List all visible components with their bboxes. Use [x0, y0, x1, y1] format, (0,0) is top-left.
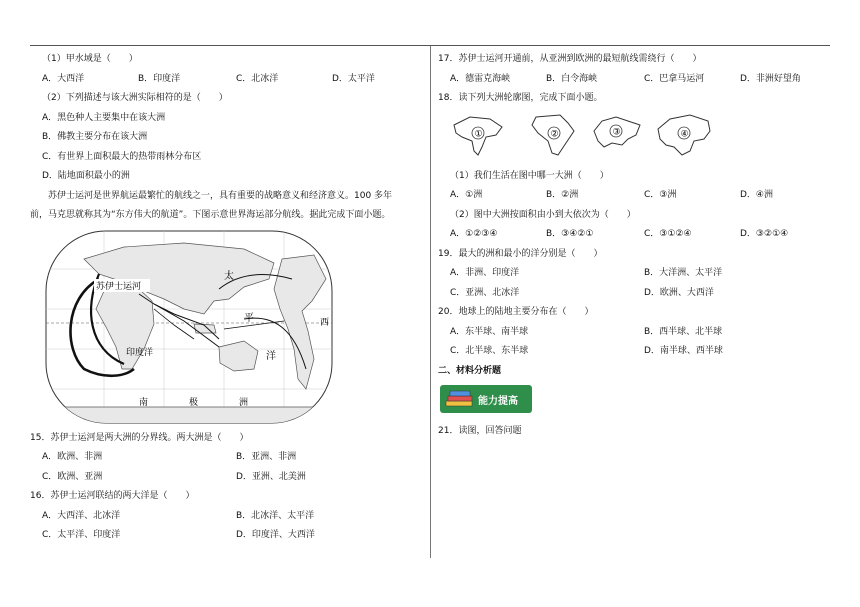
option-c[interactable]: C．太平洋、印度洋: [42, 530, 121, 540]
option-c[interactable]: C．欧洲、亚洲: [42, 471, 103, 482]
question-18: 18．读下列大洲轮廓图，完成下面小题。: [438, 93, 603, 103]
option-b[interactable]: B．②洲: [546, 190, 579, 200]
option-a[interactable]: A．德雷克海峡: [450, 73, 511, 84]
option-a[interactable]: A．①洲: [450, 190, 483, 200]
option-b[interactable]: B．佛教主要分布在该大洲: [42, 132, 148, 142]
option-a[interactable]: A．欧洲、非洲: [42, 452, 103, 462]
options-17: [438, 70, 830, 90]
question-19: 19．最大的洲和最小的洋分别是（ ）: [438, 248, 603, 259]
question-21: 21．读图，回答问题: [438, 426, 522, 436]
options-16-row1: [30, 507, 422, 527]
option-d[interactable]: D．③②①④: [740, 229, 789, 239]
options-20-row1: [438, 323, 830, 343]
option-d[interactable]: D．陆地面积最小的洲: [42, 171, 130, 181]
option-d[interactable]: D．④洲: [740, 190, 773, 200]
map-label-nan: 南: [139, 397, 149, 408]
option-b[interactable]: B．北冰洋、太平洋: [236, 510, 315, 521]
option-b[interactable]: B．亚洲、非洲: [236, 452, 297, 462]
map-label-zhou: 洲: [239, 397, 249, 408]
option-a[interactable]: A．大西洋: [42, 73, 85, 84]
option-c[interactable]: C．③洲: [644, 190, 677, 200]
option-a[interactable]: A．①②③④: [450, 229, 498, 239]
option-d[interactable]: D．非洲好望角: [740, 73, 801, 84]
map-label-yang: 洋: [266, 350, 276, 362]
option-d[interactable]: D．南半球、西半球: [644, 346, 723, 356]
question-sub-1: （1）甲水域是（ ）: [42, 54, 138, 64]
option-d[interactable]: D．太平洋: [332, 73, 375, 84]
continent-num-1: ①: [474, 129, 483, 139]
option-c[interactable]: C．有世界上面积最大的热带雨林分布区: [42, 151, 202, 162]
option-c[interactable]: C．北冰洋: [236, 73, 279, 84]
map-label-tai: 太: [224, 270, 234, 282]
option-b[interactable]: B．大洋洲、太平洋: [644, 268, 723, 278]
options-18-1: [438, 186, 830, 206]
options-16-row2: [30, 526, 422, 546]
option-a[interactable]: A．黑色种人主要集中在该大洲: [42, 112, 166, 123]
world-map-figure: [44, 229, 334, 425]
left-column: [30, 50, 422, 546]
shipping-route-map: [44, 229, 422, 425]
intro-paragraph: 苏伊士运河是世界航运最繁忙的航线之一，具有重要的战略意义和经济意义。100 多年前，马克思就称其为“东方伟大的航道”。下图示意世界海运部分航线。据此完成下面小题。: [30, 190, 393, 220]
continent-num-4: ④: [680, 129, 689, 139]
continent-num-3: ③: [612, 127, 621, 137]
option-d[interactable]: D．亚洲、北美洲: [236, 471, 306, 482]
question-18-2: （2）图中大洲按面积由小到大依次为（ ）: [450, 209, 636, 220]
section-heading: 二、材料分析题: [438, 365, 502, 376]
map-label-xi: 西: [320, 317, 330, 328]
question-sub-2: （2）下列描述与该大洲实际相符的是（ ）: [42, 93, 228, 103]
option-d[interactable]: D．印度洋、大西洋: [236, 530, 315, 540]
option-b[interactable]: B．西半球、北半球: [644, 326, 723, 337]
continent-outlines: [448, 111, 830, 161]
options-sub-1: [30, 70, 422, 90]
continent-outline-1: [450, 111, 508, 157]
options-18-2: [438, 225, 830, 245]
continent-outline-3: [588, 111, 646, 157]
question-15: 15．苏伊士运河是两大洲的分界线。两大洲是（ ）: [30, 432, 249, 443]
question-20: 20．地球上的陆地主要分布在（ ）: [438, 307, 594, 317]
continent-outline-2: [528, 111, 580, 157]
option-a[interactable]: A．大西洋、北冰洋: [42, 510, 121, 521]
map-label-ji: 极: [189, 397, 199, 408]
column-divider: [430, 46, 431, 558]
option-c[interactable]: C．亚洲、北冰洋: [450, 287, 520, 298]
continent-num-2: ②: [550, 129, 559, 139]
option-c[interactable]: C．北半球、东半球: [450, 346, 529, 356]
books-icon: [444, 389, 476, 409]
option-b[interactable]: B．印度洋: [138, 73, 181, 84]
continent-outline-4: [654, 111, 714, 161]
options-19-row1: [438, 264, 830, 284]
option-b[interactable]: B．③④②①: [546, 229, 594, 239]
options-15-row1: [30, 448, 422, 468]
options-19-row2: [438, 284, 830, 304]
map-label-indian: 印度洋: [126, 347, 154, 358]
canal-label: 苏伊士运河: [96, 281, 142, 292]
question-18-1: （1）我们生活在图中哪一大洲（ ）: [450, 170, 609, 181]
question-17: 17．苏伊士运河开通前，从亚洲到欧洲的最短航线需绕行（ ）: [438, 54, 702, 64]
option-a[interactable]: A．非洲、印度洋: [450, 268, 520, 278]
question-16: 16．苏伊士运河联结的两大洋是（ ）: [30, 491, 195, 501]
options-15-row2: [30, 468, 422, 488]
ability-badge: [440, 385, 532, 413]
badge-label: 能力提高: [478, 396, 518, 407]
option-d[interactable]: D．欧洲、大西洋: [644, 287, 714, 298]
option-b[interactable]: B．白令海峡: [546, 73, 598, 84]
option-c[interactable]: C．③①②④: [644, 229, 692, 239]
option-c[interactable]: C．巴拿马运河: [644, 73, 705, 84]
right-column: [438, 50, 830, 442]
map-label-ping: 平: [244, 312, 254, 324]
options-20-row2: [438, 342, 830, 362]
option-a[interactable]: A．东半球、南半球: [450, 326, 529, 337]
